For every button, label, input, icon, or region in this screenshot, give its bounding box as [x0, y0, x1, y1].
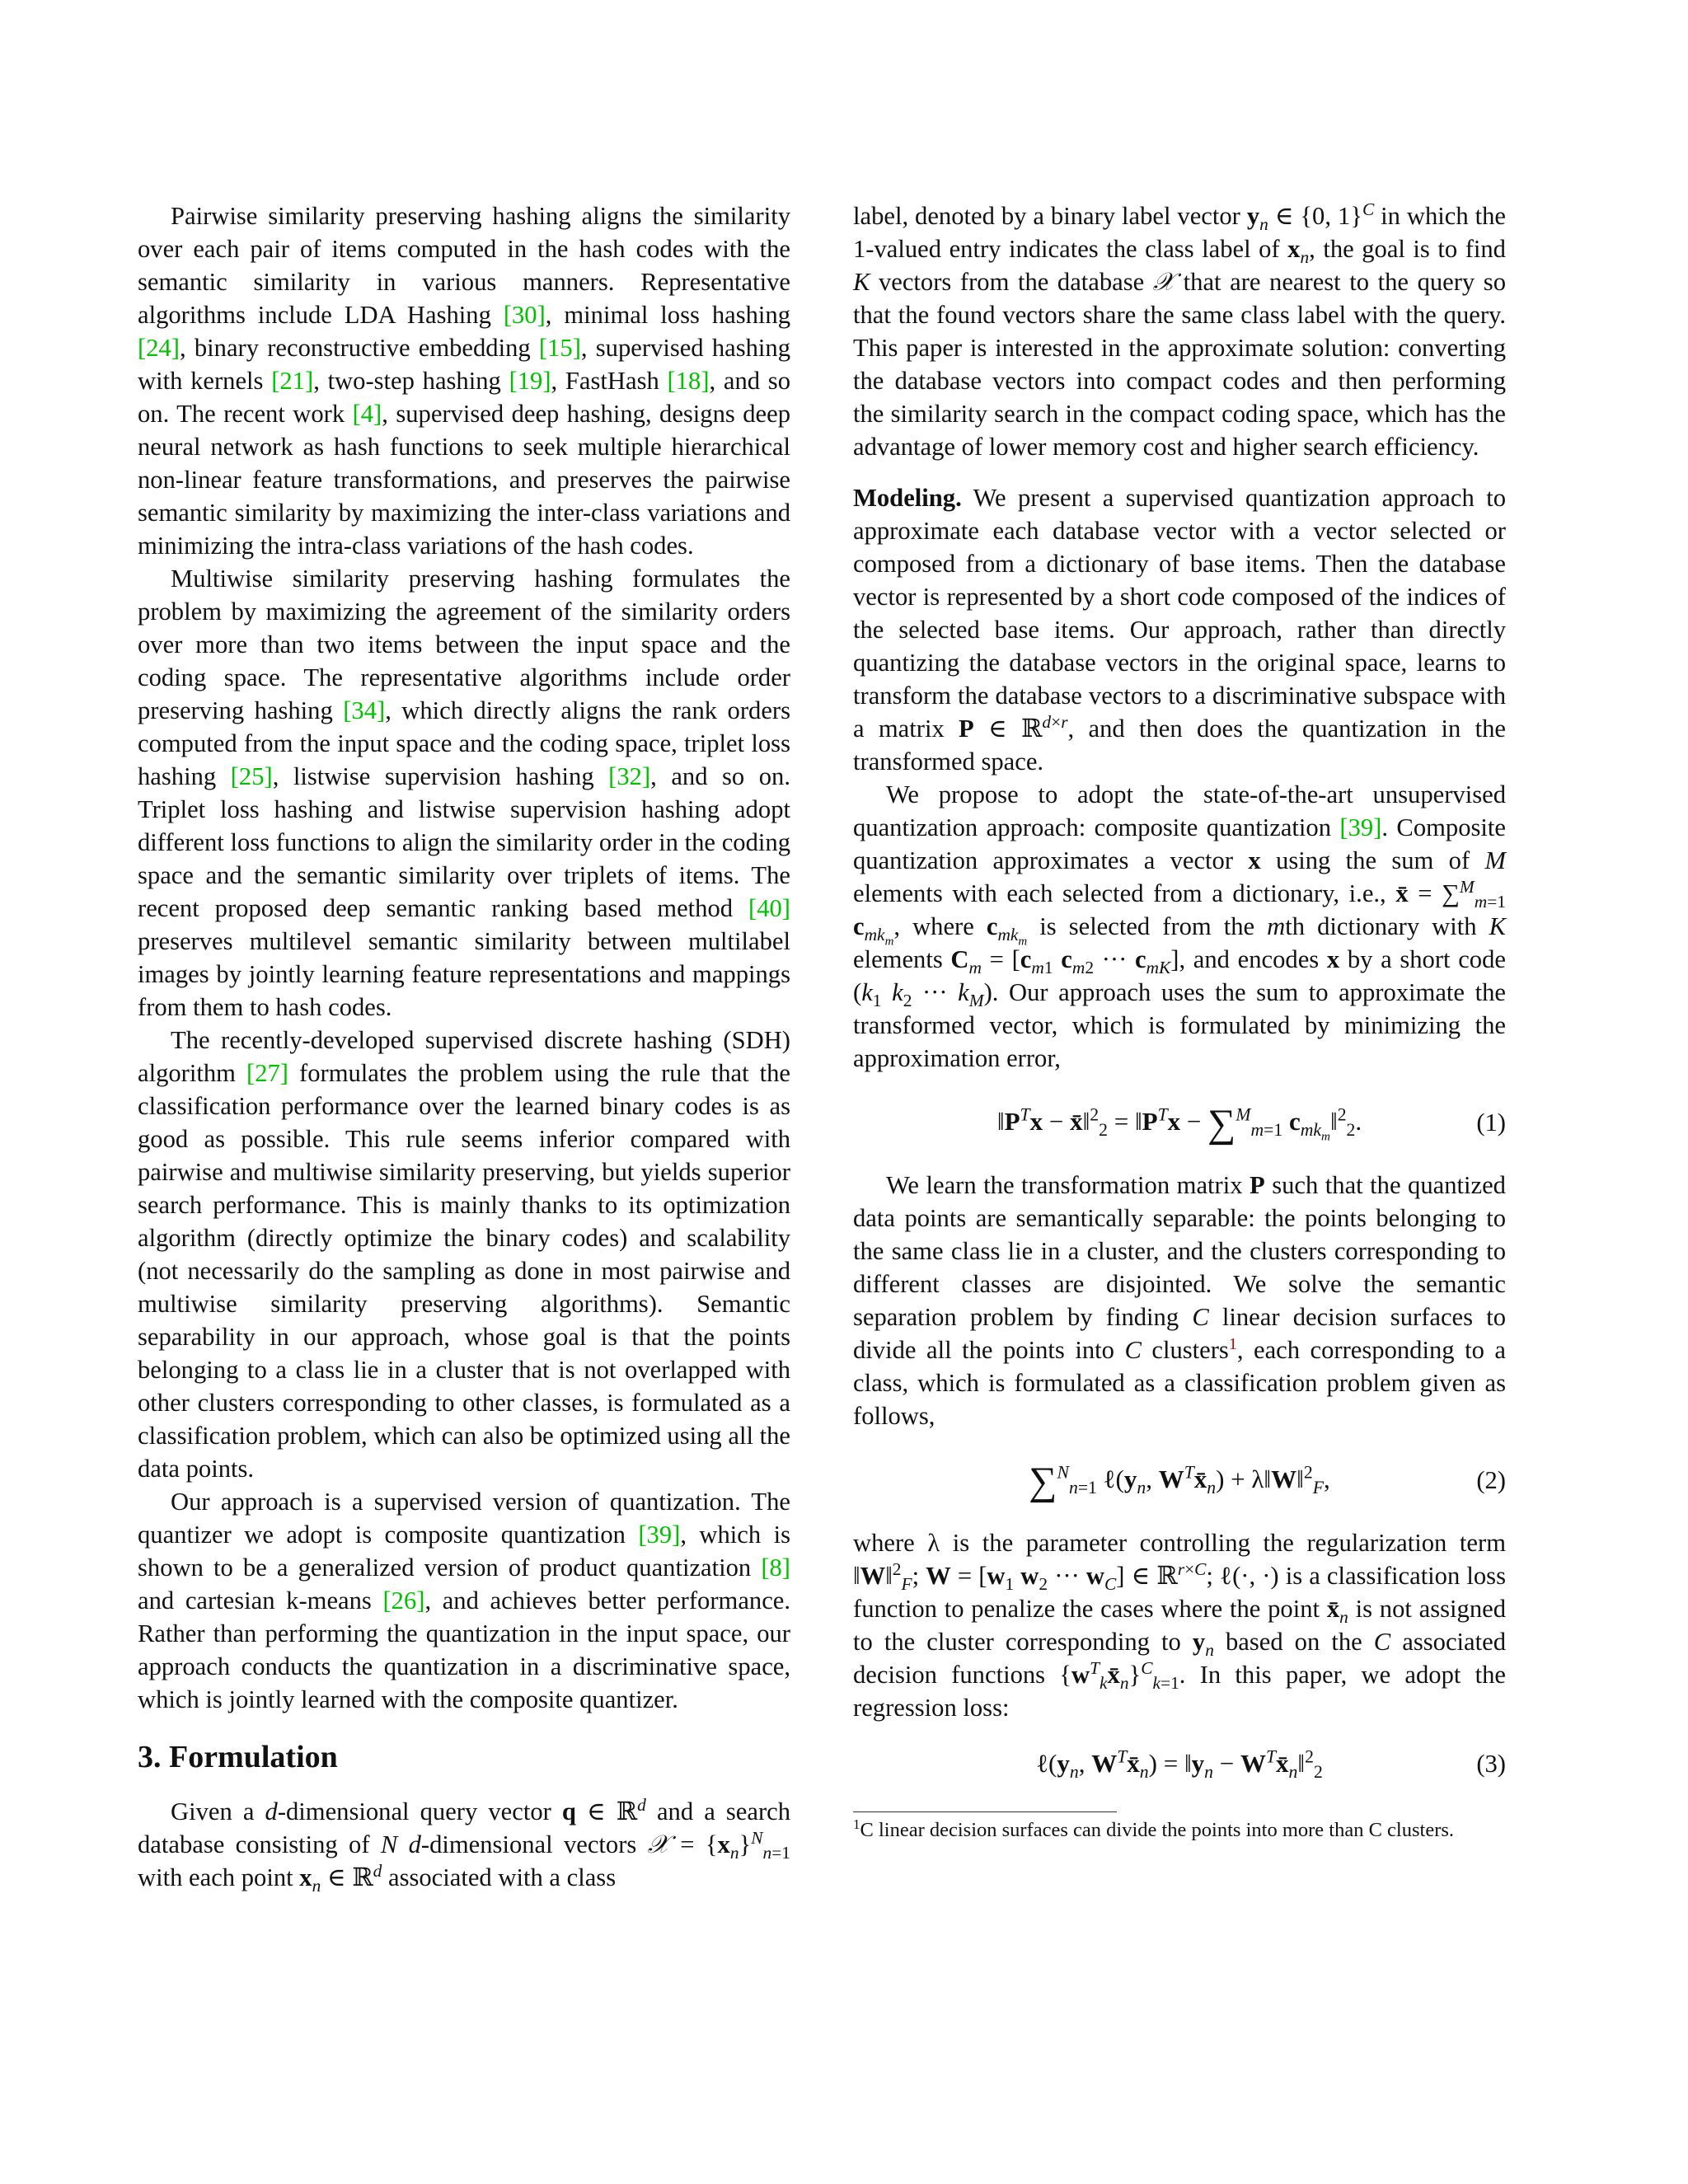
equation-2-body: ∑$^N_{n=1}$ $\ell(y_n$, $W^Tx̄_n$) + λ‖W‖$^2_F$,: [1029, 1459, 1330, 1503]
equation-1-number: (1): [1476, 1108, 1506, 1137]
citation-39[interactable]: [39]: [638, 1521, 681, 1549]
citation-18[interactable]: [18]: [667, 367, 710, 395]
citation-4[interactable]: [4]: [352, 400, 382, 428]
citation-34[interactable]: [34]: [343, 696, 386, 724]
citation-19[interactable]: [19]: [509, 367, 551, 395]
footnote-text: C linear decision surfaces can divide the points into more than C clusters.: [860, 1819, 1455, 1841]
equation-3-number: (3): [1476, 1750, 1506, 1778]
paragraph-formulation-continued: label, denoted by a binary label vector $y_n$ ∈ {0, 1}$^C$ in which the 1-valued entry indicates the class label of $x_n$, the goal is to find K vectors from the database 𝒳 that are nearest to the query so that the found vectors share the same class label with the query. This paper is interested in the approximate solution: converting the database vectors into compact codes and then performing the similarity search in the compact coding space, which has the advantage of lower memory cost and higher search efficiency.: [853, 199, 1507, 461]
equation-1: [853, 1090, 1506, 1155]
footnote-divider: [853, 1811, 1117, 1812]
paragraph-sdh: The recently-developed supervised discrete hashing (SDH) algorithm [27] formulates the problem using the rule that the classification performance over the learned binary codes is as good as possible. This rule seems inferior compared with pairwise and multiwise similarity preserving, but yields superior search performance. This is mainly thanks to its optimization algorithm (directly optimize the binary codes) and scalability (not necessarily do the sampling as done in most pairwise and multiwise similarity preserving algorithms). Semantic separability in our approach, whose goal is that the points belonging to a class lie in a cluster that is not overlapped with other clusters corresponding to other classes, is formulated as a classification problem, which can also be optimized using all the data points.: [138, 1026, 790, 1483]
paragraph-regression-loss: where λ is the parameter controlling the regularization term ‖W‖$^2_F$; $W = [w_1$ $w_2$ ··· $w_C$] ∈ ℝ$^{r\times C}$; ℓ(·, ·) is a classification loss function to penalize the cases where the point $x̄_n$ is not assigned to the cluster corresponding to $y_n$ based on the C associated decision functions $\{w^T_kx̄_n\}^C_{k=1}$. In this paper, we adopt the regression loss:: [853, 1529, 1507, 1722]
equation-2-number: (2): [1476, 1466, 1506, 1494]
paragraph-formulation-intro: Given a d-dimensional query vector q ∈ ℝ$^d$ and a search database consisting of N d-dimensional vectors 𝒳 = $\{x_n\}^N_{n=1}$ with each point $x_n$ ∈ ℝ$^d$ associated with a class: [138, 1794, 791, 1896]
section-title: 3. Formulation: [138, 1740, 338, 1774]
citation-25[interactable]: [25]: [230, 762, 273, 790]
citation-40[interactable]: [40]: [748, 894, 790, 922]
paragraph-pairwise-hashing: Pairwise similarity preserving hashing aligns the similarity over each pair of items computed in the hash codes with the semantic similarity in various manners. Representative algorithms include LDA Hashing [30], minimal loss hashing [24], binary reconstructive embedding [15], supervised hashing with kernels [21], two-step hashing [19], FastHash [18], and so on. The recent work [4], supervised deep hashing, designs deep neural network as hash functions to seek multiple hierarchical non-linear feature transformations, and preserves the pairwise semantic similarity by maximizing the inter-class variations and minimizing the intra-class variations of the hash codes.: [138, 202, 790, 560]
modeling-heading: Modeling.: [853, 484, 962, 512]
paragraph-our-approach: Our approach is a supervised version of quantization. The quantizer we adopt is composite quantization [39], which is shown to be a generalized version of product quantization [8] and cartesian k-means [26], and achieves better performance. Rather than performing the quantization in the input space, our approach conducts the quantization in a discriminative space, which is jointly learned with the composite quantizer.: [138, 1488, 790, 1713]
equation-3: [853, 1739, 1506, 1788]
footnote-reference[interactable]: 1: [1228, 1334, 1237, 1353]
citation-30[interactable]: [30]: [503, 301, 546, 329]
left-column: [138, 199, 790, 1894]
right-column: [853, 199, 1506, 1844]
citation-15[interactable]: [15]: [538, 334, 581, 362]
paragraph-composite-quantization: We propose to adopt the state-of-the-art unsupervised quantization approach: composite quantization [39]. Composite quantization approximates a vector x using the sum of M elements with each selected from a dictionary, i.e., x̄ = ∑$^M_{m=1}$ $c_{mk_m}$, where $c_{mk_m}$ is selected from the mth dictionary with K elements $C_m = [c_{m1}$ $c_{m2}$ ··· $c_{mK}$], and encodes x by a short code ($k_1$ $k_2$ ··· $k_M$). Our approach uses the sum to approximate the transformed vector, which is formulated by minimizing the approximation error,: [853, 780, 1507, 1072]
footnote-mark: 1: [853, 1816, 860, 1832]
citation-24[interactable]: [24]: [138, 334, 180, 362]
equation-2: [853, 1447, 1506, 1513]
citation-39b[interactable]: [39]: [1339, 813, 1382, 841]
citation-21[interactable]: [21]: [271, 367, 314, 395]
footnote: [853, 1817, 1506, 1844]
paragraph-modeling: Modeling. We present a supervised quantization approach to approximate each database vector with a vector selected or composed from a dictionary of base items. Then the database vector is represented by a short code composed of the indices of the selected base items. Our approach, rather than directly quantizing the database vectors in the original space, learns to transform the database vectors to a discriminative subspace with a matrix P ∈ ℝ$^{d\times r}$, and then does the quantization in the transformed space.: [853, 484, 1506, 776]
citation-26[interactable]: [26]: [382, 1586, 425, 1615]
equation-1-body: $‖P^Tx$ − x̄‖$^2_2$ = $‖P^Tx - \sum^M_{m=1}$ $c_{mk_m}‖^2_2$.: [996, 1101, 1362, 1146]
equation-3-body: $\ell(y_n$, $W^Tx̄_n$) = $‖y_n$ − $W^Tx̄_n‖^2_2$: [1036, 1746, 1323, 1783]
citation-32[interactable]: [32]: [608, 762, 651, 790]
paragraph-multiwise-hashing: Multiwise similarity preserving hashing formulates the problem by maximizing the agreement of the similarity orders over more than two items between the input space and the coding space. The representative algorithms include order preserving hashing [34], which directly aligns the rank orders computed from the input space and the coding space, triplet loss hashing [25], listwise supervision hashing [32], and so on. Triplet loss hashing and listwise supervision hashing adopt different loss functions to align the similarity order in the coding space and the semantic similarity over triplets of items. The recent proposed deep semantic ranking based method [40] preserves multilevel semantic similarity between multilabel images by jointly learning feature representations and mappings from them to hash codes.: [138, 565, 790, 1021]
citation-8[interactable]: [8]: [761, 1554, 790, 1582]
paragraph-transformation: We learn the transformation matrix P such that the quantized data points are semantically separable: the points belonging to the same class lie in a cluster, and the clusters corresponding to different classes are disjointed. We solve the semantic separation problem by finding C linear decision surfaces to divide all the points into C clusters$^1$, each corresponding to a class, which is formulated as a classification problem given as follows,: [853, 1171, 1506, 1430]
citation-27[interactable]: [27]: [246, 1059, 288, 1087]
